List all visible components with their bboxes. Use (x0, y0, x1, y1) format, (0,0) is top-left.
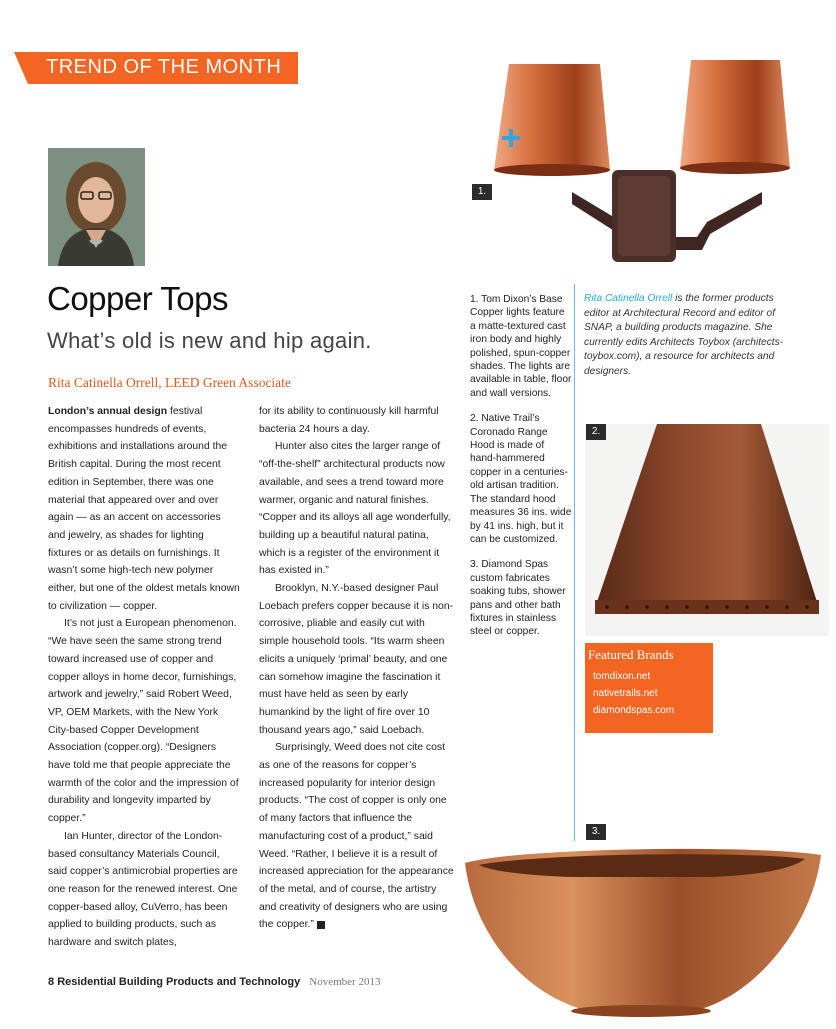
paragraph: Brooklyn, N.Y.-based designer Paul Loebach prefers copper because it is non-corrosive, pliable and easily cut with simple household tools. “Its warm sheen elicits a uniquely ‘primal’ beauty, and one can somehow imagine the fascination it must have held as seen by early humankind by the light of fire over 10 thousand years ago,” said Loebach. (259, 583, 454, 736)
featured-brands-box (585, 643, 713, 733)
article-subtitle: What’s old is new and hip again. (47, 328, 372, 353)
featured-brands-list (593, 668, 674, 719)
copper-tub-image (461, 841, 826, 1024)
author-portrait-image (48, 148, 145, 266)
photo-captions (470, 293, 572, 651)
paragraph (259, 739, 455, 934)
article-column-2 (259, 403, 455, 934)
photo-copper-tub (461, 841, 826, 1024)
brand-link-diamondspas[interactable]: diamondspas.com (593, 705, 675, 716)
copper-lights-image (472, 52, 836, 284)
photo-number-tag: 2. (586, 424, 606, 440)
photo-number-tag: 1. (472, 184, 492, 200)
author-photo (48, 148, 145, 266)
end-mark-icon (317, 921, 325, 929)
article-column-1 (48, 403, 240, 952)
paragraph-text: Surprisingly, Weed does not cite cost as one of the reasons for copper’s increased popularity for interior design products. “The cost of copper is only one of many factors that influence the manufacturing cost of a product,” said Weed. “Rather, I believe it is a result of increased appreciation for the appearance of the metal, and of course, the artistry and creativity of designers who are using the copper.” (259, 742, 454, 931)
author-note (584, 292, 784, 380)
brand-link-tomdixon[interactable]: tomdixon.net (593, 671, 651, 682)
caption-2: 2. Native Trail’s Coronado Range Hood is made of hand-hammered copper in a centuries-old artisan tradition. The standard hood measures 36 ins. wide by 41 ins. high, but it can be customized. (470, 413, 572, 545)
paragraph: Ian Hunter, director of the London-based consultancy Materials Council, said copper’s antimicrobial properties are one reason for the renewed interest. One copper-based alloy, CuVerro, has been applied to building products, such as hardware and switch plates, (48, 830, 238, 949)
photo-number-tag: 3. (586, 824, 606, 840)
featured-brands-title: Featured Brands (588, 647, 674, 662)
paragraph: It’s not just a European phenomenon. “We have seen the same strong trend toward increased use of copper and copper alloys in home decor, furnishings, artwork and jewelry,” said Robert Weed, VP, OEM Markets, with the New York City-based Copper Development Association (copper.org). “Designers have told me that people appreciate the warmth of the color and the impression of durability and longevity imparted by copper.” (48, 618, 239, 825)
publication-name: Residential Building Products and Technology (57, 976, 301, 988)
photo-copper-lights (472, 52, 836, 284)
range-hood-image (585, 424, 829, 636)
photo-range-hood (585, 424, 829, 636)
caption-3: 3. Diamond Spas custom fabricates soaking tubs, shower pans and other bath fixtures in stainless steel or copper. (470, 559, 566, 638)
caption-1: 1. Tom Dixon’s Base Copper lights feature a matte-textured cast iron body and highly polished, spun-copper shades. The lights are available in table, floor and wall versions. (470, 294, 572, 399)
paragraph: Hunter also cites the larger range of “off-the-shelf” architectural products now available, and sees a trend toward more warmer, organic and natural finishes. “Copper and its alloys all age wonderfully, building up a beautiful natural patina, which is a register of the environment it has existed in.” (259, 441, 451, 577)
article-byline: Rita Catinella Orrell, LEED Green Associate (48, 375, 291, 390)
author-name: Rita Catinella Orrell (584, 293, 673, 304)
paragraph (48, 403, 240, 615)
issue-date: November 2013 (309, 976, 381, 988)
paragraph-text: festival encompasses hundreds of events, exhibitions and installations around the British capital. During the most recent edition in September, there was one material that appeared over and over again — as an accent on accessories and jewelry, as shades for lighting fixtures or as details on furnishings. It wasn’t some high-tech new polymer either, but one of the oldest metals known to civilization — copper. (48, 406, 240, 612)
page-number: 8 (48, 976, 55, 988)
trend-banner-label: TREND OF THE MONTH (46, 56, 282, 78)
brand-link-nativetrails[interactable]: nativetrails.net (593, 688, 658, 699)
paragraph: for its ability to continuously kill harmful bacteria 24 hours a day. (259, 406, 439, 435)
article-title: Copper Tops (47, 280, 229, 317)
author-note-text: is the former products editor at Architectural Record and editor of SNAP, a building products magazine. She currently edits Architects Toybox (architects-toybox.com), a resource for architects and designers. (584, 293, 784, 377)
lead-in: London’s annual design (48, 406, 168, 417)
page-footer (48, 976, 380, 988)
